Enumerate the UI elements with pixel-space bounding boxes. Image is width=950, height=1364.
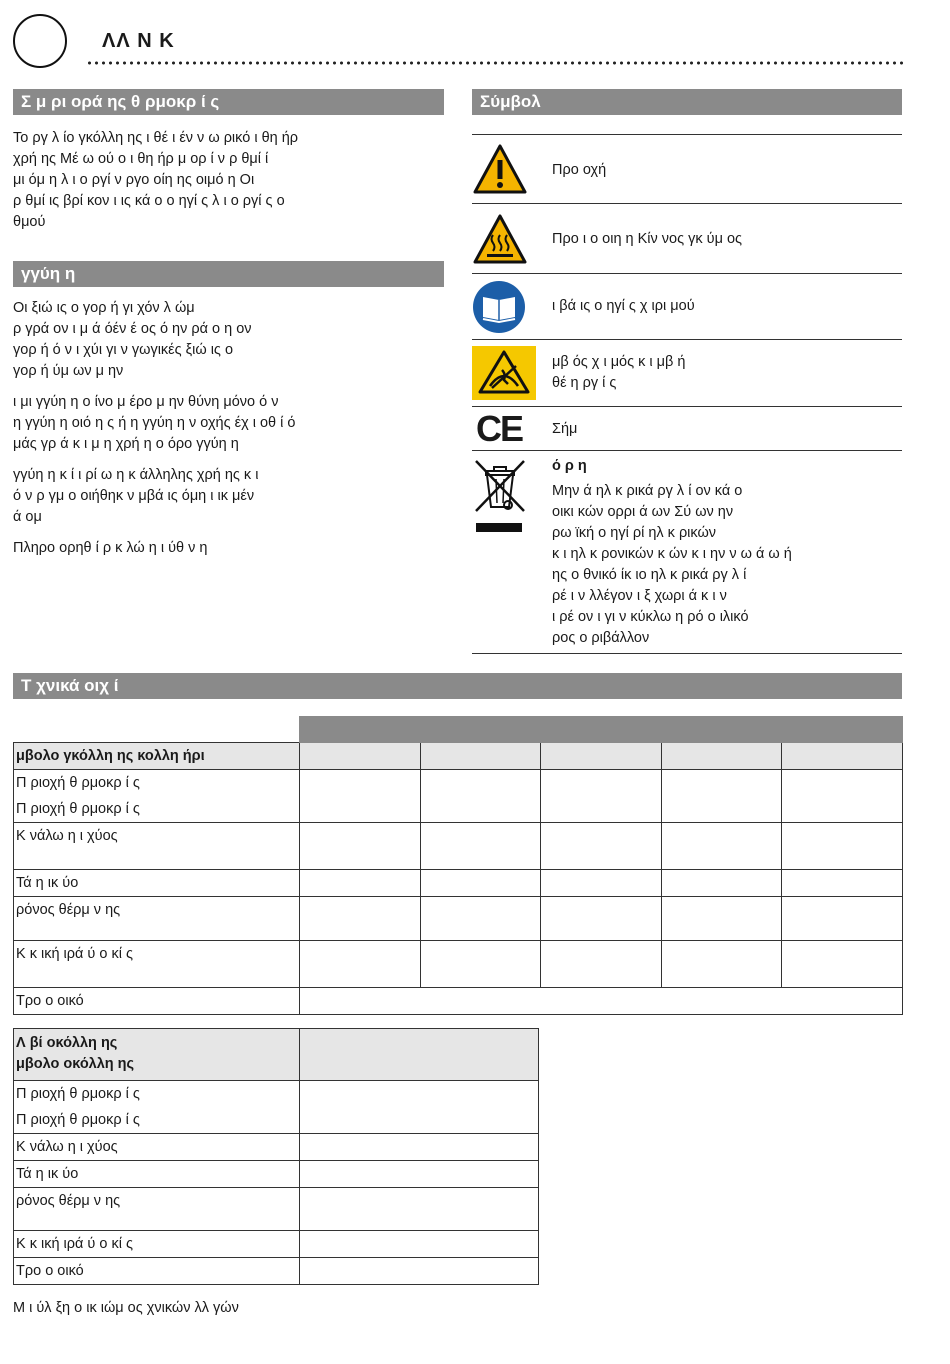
symbol-row-weee: [472, 450, 902, 654]
table-row-label: ρόνος θέρμ ν ης: [14, 897, 300, 941]
section-title-intended-use: Σ μ ρι ορά ης θ ρμοκρ ί ς: [13, 89, 444, 115]
section-title-symbols: Σύμβολ: [472, 89, 902, 115]
esd-icon: [472, 346, 536, 400]
language-badge-circle: [13, 14, 67, 68]
footnote: Μ ι ύλ ξη ο ικ ιώμ ος χνικών λλ γών: [13, 1300, 239, 1316]
text-line: θμού: [13, 214, 46, 230]
text-line: μι όμ η λ ι ο ργί ν ργο οίη ης οιμό η Οι: [13, 172, 255, 188]
table-row-label: Κ κ ική ιρά ύ ο κί ς: [14, 1231, 300, 1258]
weee-bin-icon: [472, 457, 528, 537]
table-row-label: ρόνος θέρμ ν ης: [14, 1188, 300, 1231]
intended-use-text: [13, 128, 453, 233]
technical-data-table-2: [13, 1028, 539, 1285]
table-group-header: Λ βί οκόλλη ης μβολο οκόλλη ης: [14, 1029, 300, 1081]
model-header-cell: [782, 717, 903, 743]
disposal-heading: ό ρ η: [552, 458, 587, 474]
symbol-label: Προ οχή: [552, 162, 607, 178]
disposal-text: Μην ά ηλ κ ρικά ργ λ ί ον κά ο οικι κών ορρι ά ων Σύ ων ην ρω ϊκή ο ηγί ρί ηλ κ ρικών κ ι ηλ κ ρονικών κ ών κ ι ην ν ω ά ω ή ης ο θνικό ίκ ιο ηλ κ ρικά ργ λ ί ρέ ι ν λλέγον ι ξ χωρι ά κ ι ν ι ρέ ον ι γι ν κύκλω η ρό ο ιλικό ρος ο ριβάλλον: [552, 483, 792, 646]
symbol-row-read-manual: [472, 273, 902, 340]
read-manual-icon: [472, 280, 526, 334]
table-row-label: Τρο ο οικό: [14, 988, 300, 1015]
section-title-technical-data: Τ χνικά οιχ ί: [13, 673, 902, 699]
table-row-label: Π ριοχή θ ρμοκρ ί ς Π ριοχή θ ρμοκρ ί ς: [14, 770, 300, 823]
warranty-text: [13, 298, 453, 569]
symbol-row-ce: [472, 406, 902, 451]
table-row-label: Τά η ικ ύο: [14, 1161, 300, 1188]
symbol-row-hot-surface: [472, 203, 902, 274]
model-header-cell: [299, 717, 541, 743]
dotted-divider: [86, 60, 904, 66]
paragraph: Οι ξιώ ις ο γορ ή γι χόν λ ώμ ρ γρά ον ι μ ά όέν έ ος ό ην ρά ο η ον γορ ή ό ν ι χύι γι ν γωγικές ξιώ ις ο γορ ή ύμ ων μ ην: [13, 300, 252, 379]
paragraph: γγύη η κ ί ι ρί ω η κ άλληλης χρή ης κ ι ό ν ρ γμ ο οιήθηκ ν μβά ις όμη ι ικ μέν ά ομ: [13, 467, 259, 525]
text-line: ρ θμί ις βρί κον ι ις κά ο ο ηγί ς λ ι ο ργί ς ο: [13, 193, 285, 209]
table-row-label: Κ νάλω η ι χύος: [14, 823, 300, 870]
text-line: χρή ης Μέ ω ού ο ι θη ήρ μ ορ ί ν ρ θμί ί: [13, 151, 269, 167]
table-row-label: Π ριοχή θ ρμοκρ ί ς Π ριοχή θ ρμοκρ ί ς: [14, 1081, 300, 1134]
section-title-warranty: γγύη η: [13, 261, 444, 287]
symbol-label: ι βά ις ο ηγί ς χ ιρι μού: [552, 298, 695, 314]
symbol-label: μβ ός χ ι μός κ ι μβ ή θέ η ργ ί ς: [552, 354, 686, 391]
table-row-label: Κ νάλω η ι χύος: [14, 1134, 300, 1161]
ce-mark-icon: C​E: [476, 408, 523, 449]
table-row-label: Κ κ ική ιρά ύ ο κί ς: [14, 941, 300, 988]
paragraph: ι μι γγύη η ο ίνο μ έρο μ ην θύνη μόνο ό ν η γγύη η οιό η ς ή η γγύη η ν οχής έχ ι οθ ί ό μάς γρ ά κ ι μ η χρή η ο όρο γγύη η: [13, 394, 296, 452]
technical-data-table-1: [13, 716, 903, 1015]
model-header-cell: [541, 717, 782, 743]
warning-icon: [472, 143, 528, 195]
table-row-label: Τρο ο οικό: [14, 1258, 300, 1285]
table-row-label: Τά η ικ ύο: [14, 870, 300, 897]
symbol-row-caution: [472, 134, 902, 204]
symbol-label: Σήμ: [552, 421, 578, 437]
paragraph: Πληρο ορηθ ί ρ κ λώ η ι ύθ ν η: [13, 540, 208, 556]
text-line: Το ργ λ ίο γκόλλη ης ι θέ ι έν ν ω ρικό ι θη ήρ: [13, 130, 299, 146]
hot-surface-icon: [472, 213, 528, 265]
language-title: ΛΛ Ν Κ: [102, 30, 175, 52]
symbol-label: Προ ι ο οιη η Κίν νος γκ ύμ ος: [552, 231, 743, 247]
table-group-header: μβολο γκόλλη ης κολλη ήρι: [14, 743, 300, 770]
symbol-row-esd: [472, 339, 902, 407]
